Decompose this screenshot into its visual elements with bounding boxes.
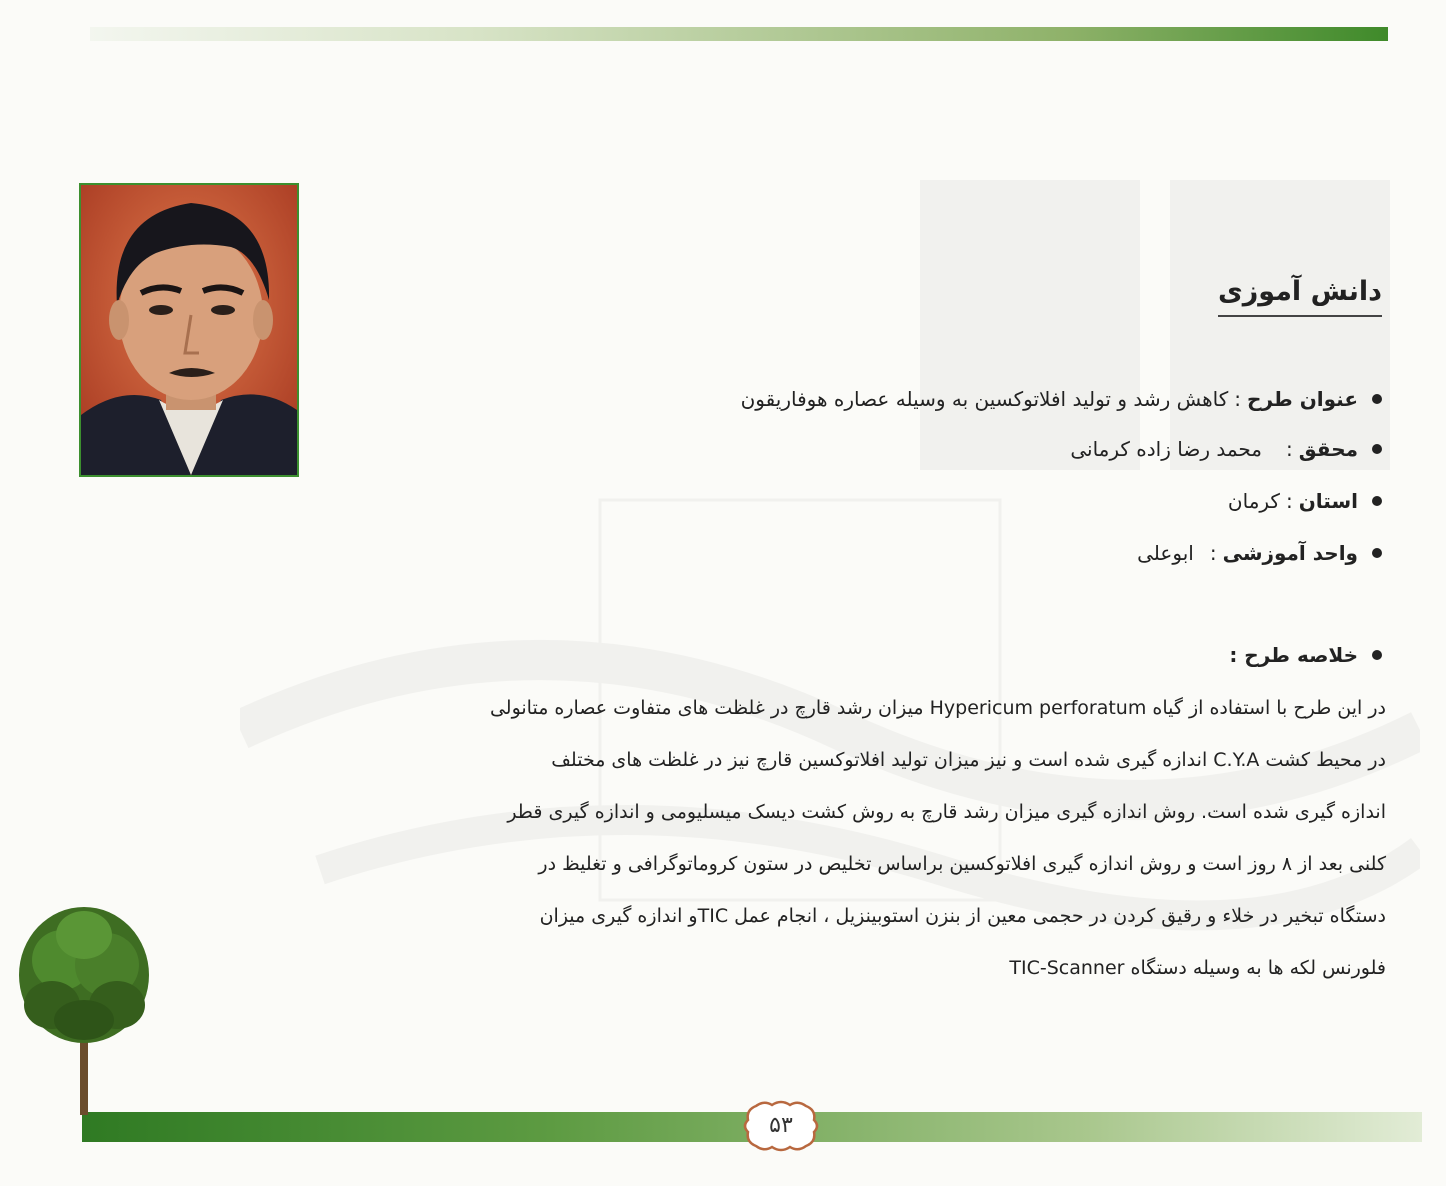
field-school <box>1137 541 1358 565</box>
field-project-title <box>741 387 1358 411</box>
summary-label: خلاصه طرح : <box>1229 643 1358 667</box>
bullet-icon <box>1372 650 1382 660</box>
field-label: محقق <box>1298 437 1358 461</box>
summary-text <box>246 682 1386 994</box>
summary-line: فلورنس لکه ها به وسیله دستگاه TIC-Scanner <box>1009 957 1386 979</box>
bullet-icon <box>1372 548 1382 558</box>
field-province <box>1228 489 1358 513</box>
field-separator: : <box>1285 489 1293 513</box>
bullet-icon <box>1372 496 1382 506</box>
field-separator: : <box>1234 387 1242 411</box>
top-decorative-bar <box>90 27 1388 41</box>
summary-line: اندازه گیری شده است. روش اندازه گیری میزان رشد قارچ به روش کشت دیسک میسلیومی و اندازه گیری قطر <box>507 801 1386 823</box>
field-label: عنوان طرح <box>1247 387 1358 411</box>
page-number-badge <box>742 1100 820 1152</box>
field-value: کرمان <box>1227 489 1280 513</box>
field-label: واحد آموزشی <box>1222 541 1358 565</box>
field-separator: : <box>1209 541 1217 565</box>
field-separator: : <box>1286 437 1293 461</box>
field-value: کاهش رشد و تولید افلاتوکسین به وسیله عصاره هوفاریقون <box>740 387 1229 411</box>
field-value: ابوعلی <box>1137 541 1194 565</box>
summary-line: در محیط کشت C.Y.A اندازه گیری شده است و نیز میزان تولید افلاتوکسین قارچ نیز در غلظت های مختلف <box>551 749 1386 771</box>
bullet-icon <box>1372 394 1382 404</box>
field-researcher <box>1070 437 1358 461</box>
bullet-icon <box>1372 444 1382 454</box>
field-value: محمد رضا زاده کرمانی <box>1070 437 1263 461</box>
summary-line: در این طرح با استفاده از گیاه Hypericum perforatum میزان رشد قارچ در غلظت های متفاوت عصاره متانولی <box>489 697 1386 719</box>
field-label: استان <box>1298 489 1358 513</box>
summary-heading <box>1229 643 1358 667</box>
page-number: ۵۳ <box>769 1113 793 1138</box>
section-title: دانش آموزی <box>1218 276 1382 317</box>
researcher-photo <box>79 183 299 477</box>
summary-line: کلنی بعد از ۸ روز است و روش اندازه گیری افلاتوکسین براساس تخلیص در ستون کروماتوگرافی و تغلیظ در <box>538 853 1386 875</box>
summary-line: دستگاه تبخیر در خلاء و رقیق کردن در حجمی معین از بنزن استوبینزیل ، انجام عمل TICو اندازه گیری میزان <box>539 905 1386 927</box>
tree-illustration <box>12 905 162 1115</box>
